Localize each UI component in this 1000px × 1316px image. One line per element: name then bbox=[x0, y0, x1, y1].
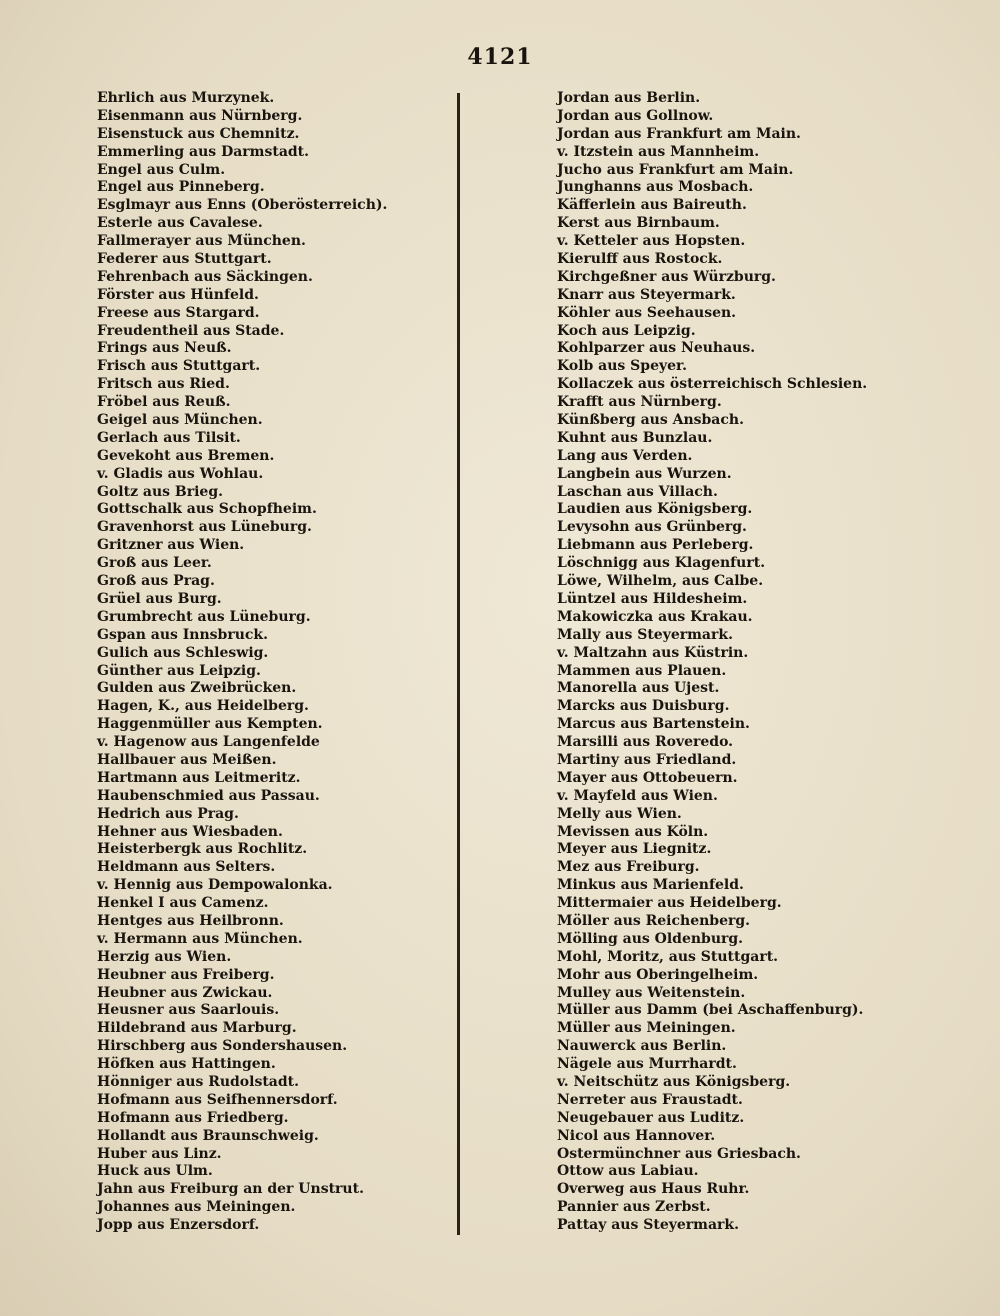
list-item: Hirschberg aus Sondershausen. bbox=[97, 1038, 348, 1055]
list-item: Federer aus Stuttgart. bbox=[97, 251, 272, 268]
list-item: Esterle aus Cavalese. bbox=[97, 215, 263, 232]
list-item: Laudien aus Königsberg. bbox=[557, 501, 753, 518]
list-item: Hehner aus Wiesbaden. bbox=[97, 823, 283, 840]
list-item: v. Hagenow aus Langenfelde bbox=[97, 734, 320, 751]
list-item: Hentges aus Heilbronn. bbox=[97, 912, 284, 929]
column-divider bbox=[457, 93, 460, 1235]
list-item: v. Maltzahn aus Küstrin. bbox=[557, 644, 749, 661]
list-item: Kerst aus Birnbaum. bbox=[557, 215, 720, 232]
list-item: Fallmerayer aus München. bbox=[97, 233, 306, 250]
list-item: Johannes aus Meiningen. bbox=[97, 1199, 296, 1216]
list-item: Jopp aus Enzersdorf. bbox=[97, 1217, 260, 1234]
list-item: Lang aus Verden. bbox=[557, 447, 693, 464]
list-item: Geigel aus München. bbox=[97, 412, 263, 429]
list-item: Mohl, Moritz, aus Stuttgart. bbox=[557, 948, 779, 965]
list-item: Martiny aus Friedland. bbox=[557, 751, 737, 768]
list-item: Mez aus Freiburg. bbox=[557, 859, 700, 876]
list-item: Marsilli aus Roveredo. bbox=[557, 734, 734, 751]
list-item: Kolb aus Speyer. bbox=[557, 358, 687, 375]
list-item: Fehrenbach aus Säckingen. bbox=[97, 268, 313, 285]
list-item: Jucho aus Frankfurt am Main. bbox=[557, 161, 794, 178]
list-item: Minkus aus Marienfeld. bbox=[557, 877, 744, 894]
list-item: Groß aus Prag. bbox=[97, 573, 215, 590]
list-item: Ostermünchner aus Griesbach. bbox=[557, 1145, 801, 1162]
left-column bbox=[97, 90, 447, 1235]
list-item: Kierulff aus Rostock. bbox=[557, 251, 723, 268]
list-item: Heubner aus Zwickau. bbox=[97, 984, 273, 1001]
list-item: Ehrlich aus Murzynek. bbox=[97, 90, 275, 106]
list-item: Engel aus Culm. bbox=[97, 161, 226, 178]
list-item: Junghanns aus Mosbach. bbox=[557, 179, 754, 196]
list-item: Neugebauer aus Luditz. bbox=[557, 1109, 745, 1126]
list-item: Höfken aus Hattingen. bbox=[97, 1056, 276, 1073]
list-item: Langbein aus Wurzen. bbox=[557, 465, 732, 482]
list-item: Herzig aus Wien. bbox=[97, 948, 232, 965]
list-item: Nägele aus Murrhardt. bbox=[557, 1056, 737, 1073]
list-item: Krafft aus Nürnberg. bbox=[557, 394, 722, 411]
list-item: Knarr aus Steyermark. bbox=[557, 286, 736, 303]
list-item: Löschnigg aus Klagenfurt. bbox=[557, 555, 766, 572]
list-item: Gulden aus Zweibrücken. bbox=[97, 680, 297, 697]
list-item: Marcus aus Bartenstein. bbox=[557, 716, 750, 733]
list-item: Mammen aus Plauen. bbox=[557, 662, 727, 679]
list-item: Gulich aus Schleswig. bbox=[97, 644, 269, 661]
list-item: Haggenmüller aus Kempten. bbox=[97, 716, 323, 733]
list-item: Löwe, Wilhelm, aus Calbe. bbox=[557, 573, 764, 590]
list-item: Käfferlein aus Baireuth. bbox=[557, 197, 747, 214]
list-item: Hallbauer aus Meißen. bbox=[97, 751, 277, 768]
list-item: Günther aus Leipzig. bbox=[97, 662, 261, 679]
list-item: Fritsch aus Ried. bbox=[97, 376, 230, 393]
right-column bbox=[557, 90, 987, 1235]
list-item: Koch aus Leipzig. bbox=[557, 322, 696, 339]
list-item: Hofmann aus Friedberg. bbox=[97, 1109, 289, 1126]
list-item: Hönniger aus Rudolstadt. bbox=[97, 1073, 300, 1090]
list-item: Nauwerck aus Berlin. bbox=[557, 1038, 727, 1055]
list-item: Freese aus Stargard. bbox=[97, 304, 260, 321]
list-item: Jordan aus Gollnow. bbox=[557, 107, 714, 124]
list-item: Hagen, K., aus Heidelberg. bbox=[97, 698, 309, 715]
list-item: Huck aus Ulm. bbox=[97, 1163, 213, 1180]
list-item: Kollaczek aus österreichisch Schlesien. bbox=[557, 376, 868, 393]
list-item: v. Hermann aus München. bbox=[97, 930, 303, 947]
list-item: Marcks aus Duisburg. bbox=[557, 698, 730, 715]
list-item: Förster aus Hünfeld. bbox=[97, 286, 259, 303]
list-item: Mölling aus Oldenburg. bbox=[557, 930, 744, 947]
list-item: Groß aus Leer. bbox=[97, 555, 212, 572]
list-item: Mohr aus Oberingelheim. bbox=[557, 966, 759, 983]
list-item: v. Gladis aus Wohlau. bbox=[97, 465, 264, 482]
list-item: Frisch aus Stuttgart. bbox=[97, 358, 261, 375]
list-item: Hildebrand aus Marburg. bbox=[97, 1020, 297, 1037]
list-item: Pannier aus Zerbst. bbox=[557, 1199, 711, 1216]
list-item: Jordan aus Frankfurt am Main. bbox=[557, 125, 801, 142]
list-item: Henkel I aus Camenz. bbox=[97, 895, 269, 912]
list-item: Mevissen aus Köln. bbox=[557, 823, 709, 840]
list-item: v. Itzstein aus Mannheim. bbox=[557, 143, 760, 160]
list-item: Freudentheil aus Stade. bbox=[97, 322, 285, 339]
list-item: Heisterbergk aus Rochlitz. bbox=[97, 841, 308, 858]
list-item: Ottow aus Labiau. bbox=[557, 1163, 699, 1180]
list-item: Müller aus Meiningen. bbox=[557, 1020, 736, 1037]
list-item: v. Ketteler aus Hopsten. bbox=[557, 233, 746, 250]
list-item: Nicol aus Hannover. bbox=[557, 1127, 716, 1144]
list-item: Heusner aus Saarlouis. bbox=[97, 1002, 280, 1019]
list-item: Laschan aus Villach. bbox=[557, 483, 718, 500]
list-item: Hedrich aus Prag. bbox=[97, 805, 239, 822]
list-item: Meyer aus Liegnitz. bbox=[557, 841, 712, 858]
list-item: Levysohn aus Grünberg. bbox=[557, 519, 747, 536]
list-item: Fröbel aus Reuß. bbox=[97, 394, 231, 411]
list-item: Jahn aus Freiburg an der Unstrut. bbox=[97, 1181, 364, 1198]
list-item: Engel aus Pinneberg. bbox=[97, 179, 265, 196]
list-item: Liebmann aus Perleberg. bbox=[557, 537, 754, 554]
list-item: v. Neitschütz aus Königsberg. bbox=[557, 1073, 791, 1090]
list-item: Gravenhorst aus Lüneburg. bbox=[97, 519, 312, 536]
list-item: Mittermaier aus Heidelberg. bbox=[557, 895, 782, 912]
list-item: Makowiczka aus Krakau. bbox=[557, 608, 753, 625]
list-item: Gerlach aus Tilsit. bbox=[97, 429, 241, 446]
list-item: Heldmann aus Selters. bbox=[97, 859, 276, 876]
list-item: v. Mayfeld aus Wien. bbox=[557, 787, 718, 804]
list-item: Goltz aus Brieg. bbox=[97, 483, 224, 500]
list-item: Overweg aus Haus Ruhr. bbox=[557, 1181, 750, 1198]
list-item: Lüntzel aus Hildesheim. bbox=[557, 590, 748, 607]
page-number: 4121 bbox=[467, 44, 533, 70]
list-item: Gevekoht aus Bremen. bbox=[97, 447, 275, 464]
list-item: Gspan aus Innsbruck. bbox=[97, 626, 268, 643]
list-item: Jordan aus Berlin. bbox=[557, 90, 701, 106]
list-item: Manorella aus Ujest. bbox=[557, 680, 720, 697]
list-item: Mulley aus Weitenstein. bbox=[557, 984, 746, 1001]
list-item: Hartmann aus Leitmeritz. bbox=[97, 769, 301, 786]
list-item: Kuhnt aus Bunzlau. bbox=[557, 429, 713, 446]
list-item: Haubenschmied aus Passau. bbox=[97, 787, 320, 804]
list-item: Müller aus Damm (bei Aschaffenburg). bbox=[557, 1002, 864, 1019]
list-item: Emmerling aus Darmstadt. bbox=[97, 143, 310, 160]
list-item: Heubner aus Freiberg. bbox=[97, 966, 275, 983]
list-item: Köhler aus Seehausen. bbox=[557, 304, 737, 321]
list-item: Huber aus Linz. bbox=[97, 1145, 222, 1162]
list-item: Hollandt aus Braunschweig. bbox=[97, 1127, 319, 1144]
list-item: Eisenstuck aus Chemnitz. bbox=[97, 125, 300, 142]
list-item: Grüel aus Burg. bbox=[97, 590, 222, 607]
list-item: Künßberg aus Ansbach. bbox=[557, 412, 744, 429]
list-item: Grumbrecht aus Lüneburg. bbox=[97, 608, 311, 625]
list-item: Esglmayr aus Enns (Oberösterreich). bbox=[97, 197, 388, 214]
list-item: Gritzner aus Wien. bbox=[97, 537, 245, 554]
list-item: Möller aus Reichenberg. bbox=[557, 912, 751, 929]
list-item: Mally aus Steyermark. bbox=[557, 626, 733, 643]
list-item: Gottschalk aus Schopfheim. bbox=[97, 501, 317, 518]
list-item: Nerreter aus Fraustadt. bbox=[557, 1091, 743, 1108]
list-item: Kirchgeßner aus Würzburg. bbox=[557, 268, 776, 285]
list-item: Melly aus Wien. bbox=[557, 805, 682, 822]
list-item: Hofmann aus Seifhennersdorf. bbox=[97, 1091, 338, 1108]
list-item: Pattay aus Steyermark. bbox=[557, 1217, 739, 1234]
list-item: Mayer aus Ottobeuern. bbox=[557, 769, 738, 786]
list-item: Frings aus Neuß. bbox=[97, 340, 232, 357]
list-item: Eisenmann aus Nürnberg. bbox=[97, 107, 303, 124]
list-item: Kohlparzer aus Neuhaus. bbox=[557, 340, 756, 357]
list-item: v. Hennig aus Dempowalonka. bbox=[97, 877, 333, 894]
